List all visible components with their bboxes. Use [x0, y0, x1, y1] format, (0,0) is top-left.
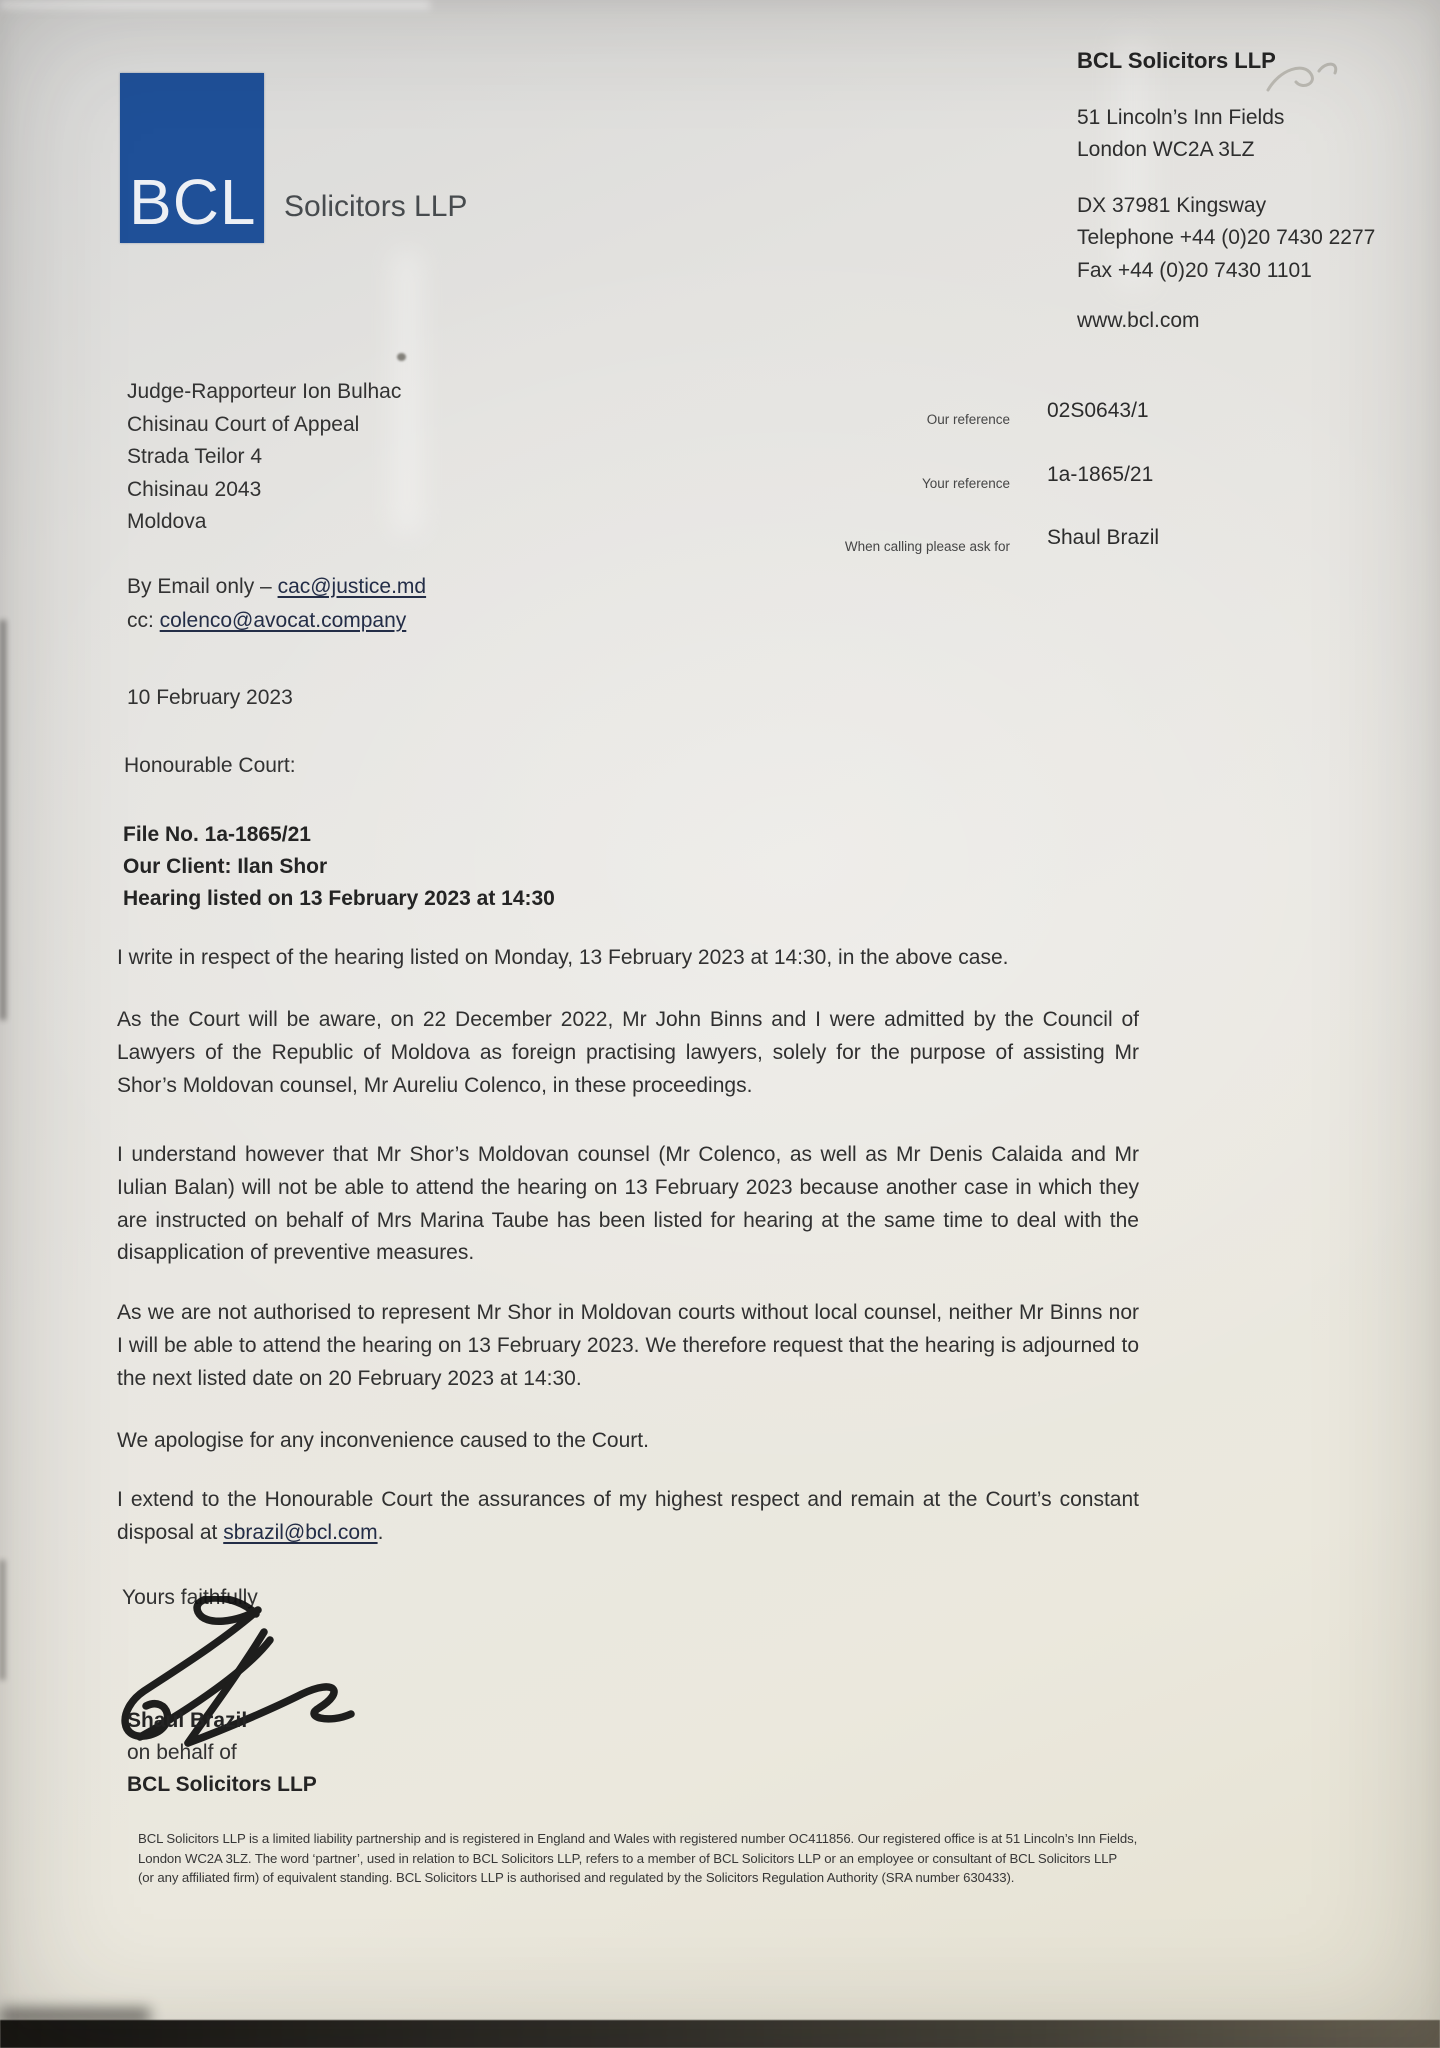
our-reference-label: Our reference: [926, 412, 1010, 427]
footer-line-1: BCL Solicitors LLP is a limited liability partnership and is registered in England and Wales with registered number OC411856. Our registered office is at 51 Lincoln’s Inn Fields,: [138, 1831, 1138, 1846]
photo-top-glare: [0, 0, 430, 9]
letter-date: 10 February 2023: [127, 686, 293, 709]
ask-for-label: When calling please ask for: [844, 539, 1010, 554]
cc-prefix: cc:: [127, 609, 160, 632]
letterhead-address-line-2: London WC2A 3LZ: [1077, 138, 1255, 161]
photo-edge-shadow-left-1: [0, 620, 6, 1020]
recipient-line: Strada Teilor 4: [127, 445, 263, 468]
letterhead-fax: Fax +44 (0)20 7430 1101: [1077, 259, 1312, 282]
subject-block: [123, 819, 555, 915]
subject-file-no: File No. 1a-1865/21: [123, 823, 311, 846]
recipient-line: Chisinau 2043: [127, 477, 262, 501]
by-email-prefix: By Email only –: [127, 575, 278, 598]
subject-client: Our Client: Ilan Shor: [123, 855, 328, 878]
photo-edge-shadow-left-2: [0, 1560, 5, 1680]
recipient-line: Judge-Rapporteur Ion Bulhac: [127, 380, 402, 403]
signatory-firm: BCL Solicitors LLP: [127, 1773, 317, 1796]
letterhead-address-line-1: 51 Lincoln’s Inn Fields: [1077, 106, 1285, 129]
your-reference-value: 1a-1865/21: [1047, 463, 1154, 486]
salutation: Honourable Court:: [124, 754, 296, 777]
footer-small-print: [138, 1829, 1137, 1888]
recipient-address-block: [127, 376, 401, 539]
bcl-logo-monogram: BCL: [129, 166, 257, 238]
recipient-line: Chisinau Court of Appeal: [127, 412, 360, 436]
dust-speck: [397, 353, 406, 361]
letterhead-website: www.bcl.com: [1077, 309, 1200, 332]
our-reference-value: 02S0643/1: [1047, 399, 1149, 422]
body-paragraph-5: We apologise for any inconvenience caused to the Court.: [117, 1429, 649, 1452]
letterhead-telephone: Telephone +44 (0)20 7430 2277: [1077, 226, 1376, 249]
bcl-logo: [120, 73, 264, 243]
signatory-name: Shaul Brazil: [127, 1709, 248, 1732]
bcl-logo-wordmark: Solicitors LLP: [284, 190, 468, 223]
your-reference-label: Your reference: [921, 476, 1010, 491]
body-paragraph-1: I write in respect of the hearing listed on Monday, 13 February 2023 at 14:30, in the above case.: [117, 946, 1009, 969]
closing-respect-period: .: [377, 1520, 384, 1544]
footer-line-2: London WC2A 3LZ. The word ‘partner’, used in relation to BCL Solicitors LLP, refers to a member of BCL Solicitors LLP or an employee or consultant of BCL Solicitors LLP: [138, 1850, 1118, 1866]
on-behalf-of: on behalf of: [127, 1741, 237, 1764]
recipient-line: Moldova: [127, 510, 207, 533]
subject-hearing: Hearing listed on 13 February 2023 at 14:30: [123, 887, 555, 910]
body-paragraph-6: [117, 1484, 1139, 1550]
cc-line: [127, 605, 406, 638]
cc-address-link: colenco@avocat.company: [159, 609, 407, 632]
letterhead-firm-name: BCL Solicitors LLP: [1077, 48, 1276, 73]
body-paragraph-2: As the Court will be aware, on 22 December 2022, Mr John Binns and I were admitted by the Council of Lawyers of the Republic of Moldova as foreign practising lawyers, solely for the purpose of assisting Mr Shor’s Moldovan counsel, Mr Aureliu Colenco, in these proceedings.: [117, 1008, 1139, 1097]
body-paragraph-3: I understand however that Mr Shor’s Moldovan counsel (Mr Colenco, as well as Mr Denis Calaida and Mr Iulian Balan) will not be able to attend the hearing on 13 February 2023 because another case in which they are instructed on behalf of Mrs Marina Taube has been listed for hearing at the same time to deal with the disapplication of preventive measures.: [117, 1143, 1139, 1265]
signatory-email-link: sbrazil@bcl.com: [223, 1520, 378, 1544]
letterhead-dx: DX 37981 Kingsway: [1077, 194, 1267, 217]
body-paragraph-4: As we are not authorised to represent Mr Shor in Moldovan courts without local counsel, neither Mr Binns nor I will be able to attend the hearing on 13 February 2023. We therefore request that the hearing is adjourned to the next listed date on 20 February 2023 at 14:30.: [117, 1301, 1139, 1390]
by-email-address-link: cac@justice.md: [277, 575, 427, 598]
footer-line-3: (or any affiliated firm) of equivalent standing. BCL Solicitors LLP is authorised and regulated by the Solicitors Regulation Authority (SRA number 630433).: [138, 1870, 1015, 1886]
by-email-line: [127, 571, 426, 604]
closing-respect-text: I extend to the Honourable Court the assurances of my highest respect and remain at the Court’s constant disposal at: [117, 1488, 1139, 1544]
photo-bottom-edge: [0, 2020, 1440, 2048]
valediction: Yours faithfully: [122, 1586, 258, 1609]
ask-for-value: Shaul Brazil: [1047, 526, 1160, 549]
